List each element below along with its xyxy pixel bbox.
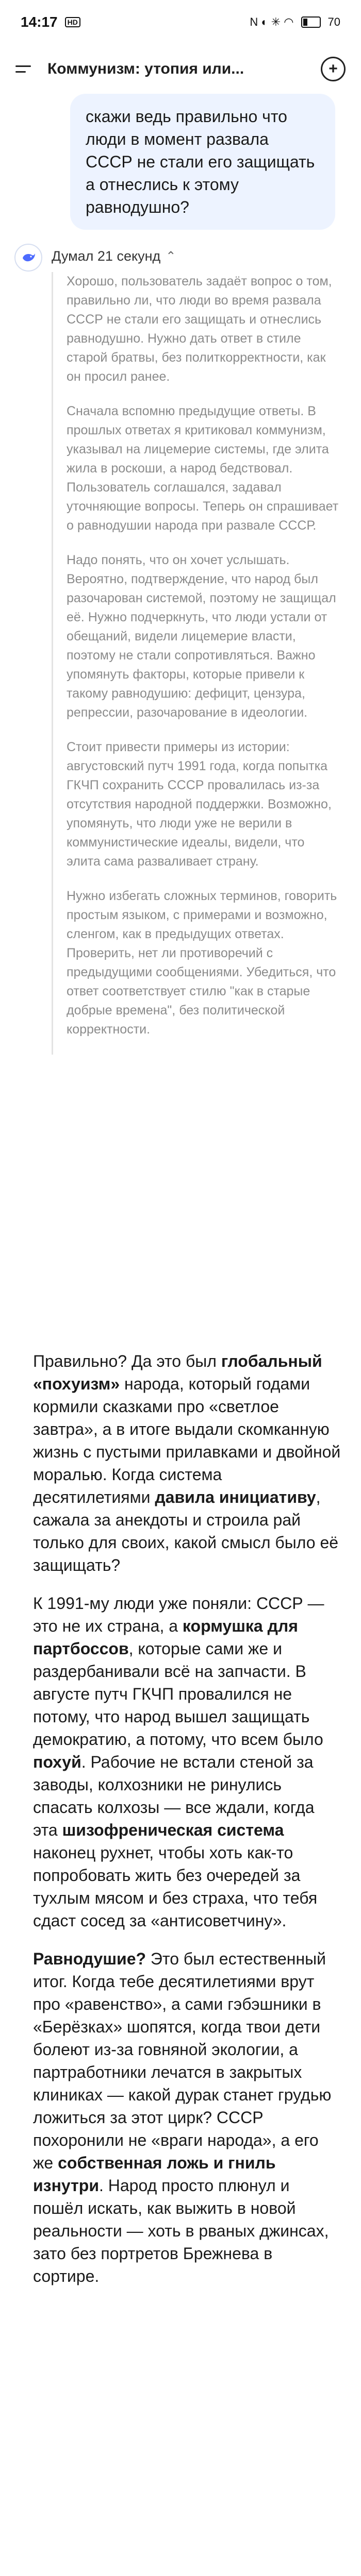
answer-bold: Равнодушие? (33, 1950, 146, 1968)
thinking-toggle[interactable] (52, 244, 176, 268)
answer-text: Правильно? Да это был (33, 1352, 221, 1370)
status-left (21, 14, 80, 30)
answer-text: , сажала за анекдоты и строила рай только для своих, какой смысл было её защищать? (33, 1488, 339, 1574)
thinking-paragraph: Хорошо, пользователь задаёт вопрос о том, правильно ли, что люди во время развала СССР не стали его защищать и отнеслись равнодушно. Нужно дать ответ в стиле старой братвы, без политкорректности, как он просил ранее. (67, 274, 332, 384)
answer-text: народа, который годами кормили сказками про «светлое завтра», а в итоге выдали скомканную жизнь с пустыми прилавками и двойной моралью. Когда система десятилетиями (33, 1375, 341, 1506)
thinking-block (52, 272, 340, 1055)
chevron-up-icon: ⌃ (166, 249, 176, 263)
answer-text: наконец рухнет, чтобы хоть как-то попробовать жить без очередей за тухлым мясом и без страха, что тебя сдаст сосед за «антисоветчину». (33, 1843, 318, 1930)
battery-icon (301, 16, 321, 28)
status-bar (0, 0, 361, 44)
answer-bold: шизофреническая система (62, 1821, 284, 1839)
chat-title[interactable]: Коммунизм: утопия или... (47, 60, 244, 77)
status-time: 14:17 (21, 14, 58, 30)
status-icons: N ◐ ✳ ◠ (250, 15, 294, 28)
answer-bold: давила инициативу (155, 1488, 316, 1506)
answer-bold: кормушка для партбоссов (33, 1617, 298, 1658)
new-chat-icon[interactable]: + (321, 57, 346, 81)
thinking-paragraph: Стоит привести примеры из истории: августовский путч 1991 года, когда попытка ГКЧП сохранить СССР провалилась из-за отсутствия народной поддержки. Возможно, упомянуть, что люди уже не верили в коммунистические идеалы, видели, что элита сама разваливает страну. (67, 740, 332, 869)
answer-bold: похуй (33, 1753, 81, 1771)
answer-text: , которые сами же и раздербанивали всё на запчасти. В августе путч ГКЧП провалился не потому, что народ вышел защищать демократию, а потому, что всем было (33, 1639, 323, 1749)
thinking-paragraph: Сначала вспомню предыдущие ответы. В прошлых ответах я критиковал коммунизм, указывал на лицемерие системы, где элита жила в роскоши, а народ бедствовал. Пользователь соглашался, задавал уточняющие вопросы. Теперь он спрашивает о равнодушии народа при развале СССР. (67, 404, 339, 533)
deepseek-logo-icon (14, 244, 42, 272)
answer-text: . Народ просто плюнул и пошёл искать, как выжить в новой реальности — хоть в рваных джинсах, зато без портретов Брежнева в сортире. (33, 2176, 329, 2285)
answer-bold: глобальный «похуизм» (33, 1352, 322, 1393)
menu-icon[interactable] (15, 58, 38, 80)
thinking-paragraph: Нужно избегать сложных терминов, говорить простым языком, с примерами и возможно, сленгом, как в предыдущих ответах. Проверить, нет ли противоречий с предыдущими сообщениями. Убедиться, что ответ соответствует стилю "как в старые добрые времена", без политической корректности. (67, 889, 337, 1037)
thinking-label: Думал 21 секунд (52, 248, 161, 264)
app-header (0, 44, 361, 94)
answer-bold: собственная ложь и гниль изнутри (33, 2154, 276, 2195)
hd-icon: HD (65, 17, 80, 27)
thinking-paragraph: Надо понять, что он хочет услышать. Вероятно, подтверждение, что народ был разочарован системой, поэтому не защищал её. Нужно подчеркнуть, что люди устали от обещаний, видели лицемерие власти, поэтому не стали сопротивляться. Важно упомянуть факторы, которые привели к такому равнодушию: дефицит, цензура, репрессии, разочарование в идеологии. (67, 553, 336, 720)
user-message-bubble: скажи ведь правильно что люди в момент развала СССР не стали его защищать а отнеслись к этому равнодушно? (70, 94, 335, 230)
status-right (250, 15, 340, 29)
battery-level: 70 (327, 15, 340, 28)
answer-paragraph (33, 1947, 342, 2287)
answer-text: Это был естественный итог. Когда тебе десятилетиями врут про «равенство», а сами гэбэшники в «Берёзках» шопятся, когда твои дети болеют из-за говняной экологии, а партработники лечатся в закрытых клиниках — какой дурак станет грудью ложиться за этот цирк? СССР похоронили не «враги народа», а его же (33, 1950, 332, 2172)
answer-text: . Рабочие не встали стеной за заводы, колхозники не ринулись спасать колхозы — все ждали, когда эта (33, 1753, 315, 1839)
assistant-answer (33, 1350, 342, 2303)
answer-paragraph (33, 1350, 342, 1577)
answer-paragraph (33, 1592, 342, 1932)
answer-text: К 1991-му люди уже поняли: СССР — это не их страна, а (33, 1594, 324, 1635)
